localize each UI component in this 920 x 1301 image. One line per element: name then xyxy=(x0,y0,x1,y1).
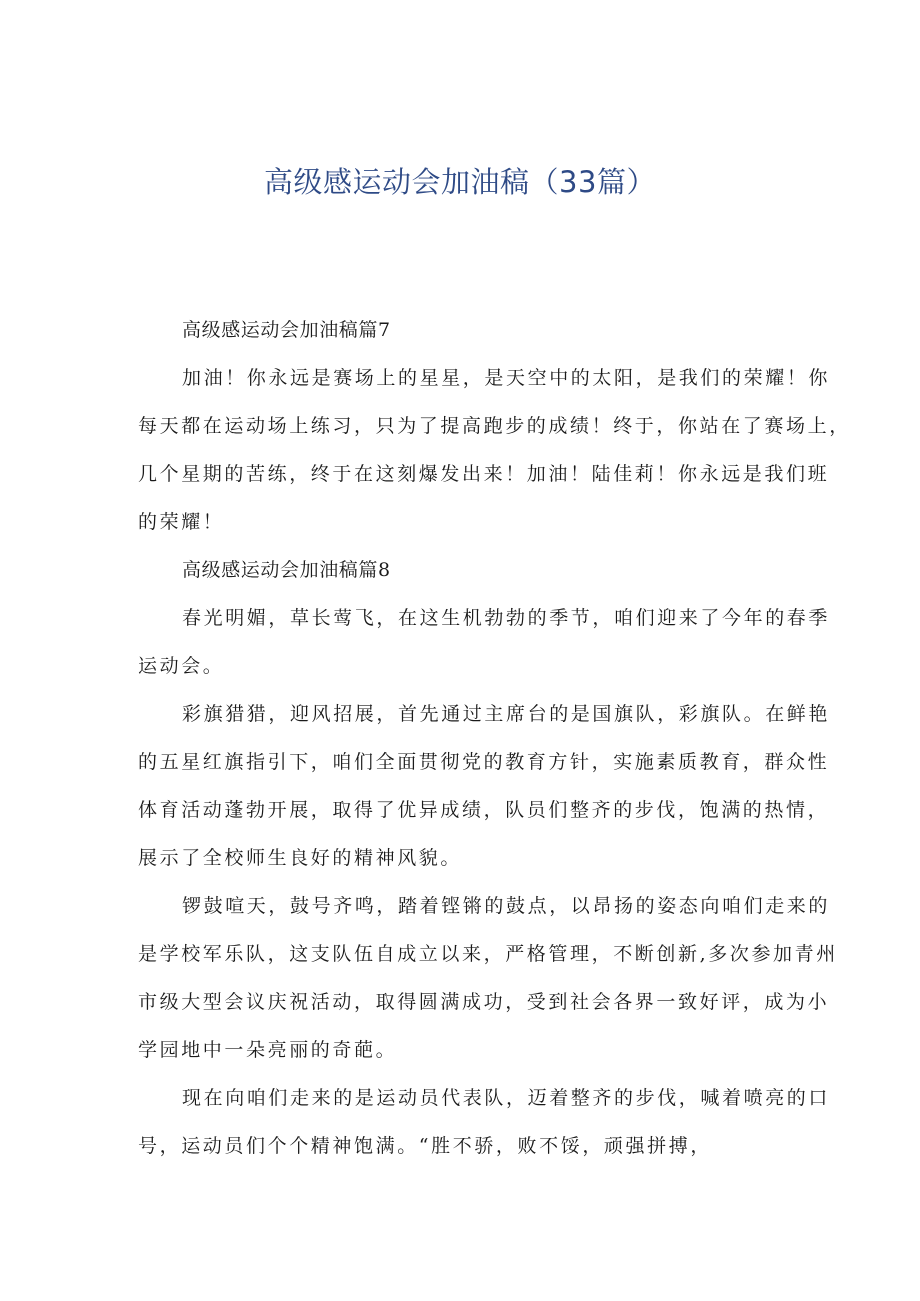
paragraph-line: 现在向咱们走来的是运动员代表队，迈着整齐的步伐，喊着喷亮的口 xyxy=(182,1087,831,1109)
paragraph-line: 号，运动员们个个精神饱满。“胜不骄，败不馁，顽强拼搏， xyxy=(138,1135,712,1157)
paragraph-line: 每天都在运动场上练习，只为了提高跑步的成绩！终于，你站在了赛场上， xyxy=(138,415,851,437)
paragraph-line: 的五星红旗指引下，咱们全面贯彻党的教育方针，实施素质教育，群众性 xyxy=(138,751,830,773)
document-title: 高级感运动会加油稿（33篇） xyxy=(264,165,656,199)
paragraph-line: 锣鼓喧天，鼓号齐鸣，踏着铿锵的鼓点，以昂扬的姿态向咱们走来的 xyxy=(182,895,831,917)
paragraph-line: 展示了全校师生良好的精神风貌。 xyxy=(138,847,463,869)
paragraph-line: 体育活动蓬勃开展，取得了优异成绩，队员们整齐的步伐，饱满的热情， xyxy=(138,799,830,821)
paragraph-line: 加油！你永远是赛场上的星星，是天空中的太阳，是我们的荣耀！你 xyxy=(182,367,831,389)
section-heading-7: 高级感运动会加油稿篇7 xyxy=(182,319,391,341)
section-heading-8: 高级感运动会加油稿篇8 xyxy=(182,559,391,581)
paragraph-line: 是学校军乐队，这支队伍自成立以来，严格管理，不断创新,多次参加青州 xyxy=(138,943,838,965)
paragraph-line: 学园地中一朵亮丽的奇葩。 xyxy=(138,1039,398,1061)
paragraph-line: 市级大型会议庆祝活动，取得圆满成功，受到社会各界一致好评，成为小 xyxy=(138,991,830,1013)
paragraph-line: 的荣耀！ xyxy=(138,511,225,533)
paragraph-line: 春光明媚，草长莺飞，在这生机勃勃的季节，咱们迎来了今年的春季 xyxy=(182,607,831,629)
document-body xyxy=(138,306,851,1170)
paragraph-line: 运动会。 xyxy=(138,655,225,677)
paragraph-line: 几个星期的苦练，终于在这刻爆发出来！加油！陆佳莉！你永远是我们班 xyxy=(138,463,830,485)
paragraph-line: 彩旗猎猎，迎风招展，首先通过主席台的是国旗队，彩旗队。在鲜艳 xyxy=(182,703,831,725)
